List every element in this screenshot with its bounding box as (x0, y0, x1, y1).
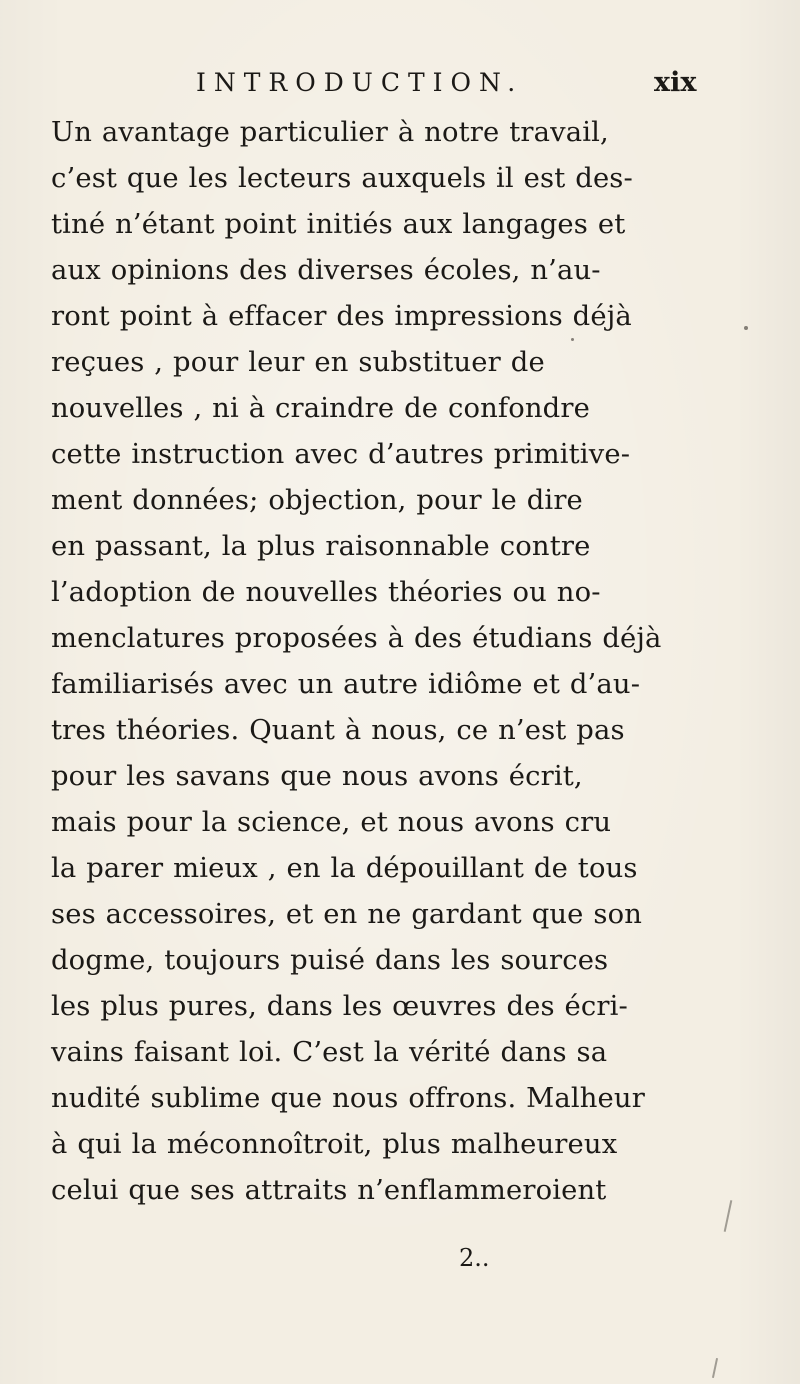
text-line-18: ses accessoires, et en ne gardant que son (51, 899, 643, 930)
text-line-21: vains faisant loi. C’est la vérité dans sa (51, 1037, 608, 1068)
text-line-13: familiarisés avec un autre idiôme et d’au- (51, 669, 641, 700)
text-line-10: en passant, la plus raisonnable contre (51, 531, 591, 562)
running-title: INTRODUCTION. (196, 68, 524, 97)
text-line-8: cette instruction avec d’autres primitive- (51, 439, 631, 470)
text-line-16: mais pour la science, et nous avons cru (51, 807, 612, 838)
text-line-9: ment données; objection, pour le dire (51, 485, 583, 516)
text-line-20: les plus pures, dans les œuvres des écri- (51, 991, 628, 1022)
paper-mark (712, 1358, 718, 1378)
signature-mark: 2.. (459, 1244, 490, 1272)
text-line-2: c’est que les lecteurs auxquels il est des- (51, 163, 633, 194)
text-line-11: l’adoption de nouvelles théories ou no- (51, 577, 601, 608)
paper-speck (744, 326, 748, 330)
text-line-23: à qui la méconnoîtroit, plus malheureux (51, 1129, 618, 1160)
text-line-15: pour les savans que nous avons écrit, (51, 761, 583, 792)
text-line-17: la parer mieux , en la dépouillant de tous (51, 853, 638, 884)
paper-speck (571, 338, 574, 341)
body-text (51, 110, 761, 1214)
text-line-7: nouvelles , ni à craindre de confondre (51, 393, 590, 424)
text-line-6: reçues , pour leur en substituer de (51, 347, 545, 378)
text-line-19: dogme, toujours puisé dans les sources (51, 945, 609, 976)
text-line-4: aux opinions des diverses écoles, n’au- (51, 255, 601, 286)
text-line-1: Un avantage particulier à notre travail, (51, 117, 609, 148)
text-line-5: ront point à effacer des impressions déjà (51, 301, 632, 332)
text-line-3: tiné n’étant point initiés aux langages et (51, 209, 626, 240)
text-line-14: tres théories. Quant à nous, ce n’est pas (51, 715, 625, 746)
text-line-12: menclatures proposées à des étudians déjà (51, 623, 662, 654)
page-header (0, 66, 800, 104)
text-line-22: nudité sublime que nous offrons. Malheur (51, 1083, 645, 1114)
text-line-24: celui que ses attraits n’enflammeroient (51, 1175, 607, 1206)
page-number: xix (654, 67, 697, 98)
